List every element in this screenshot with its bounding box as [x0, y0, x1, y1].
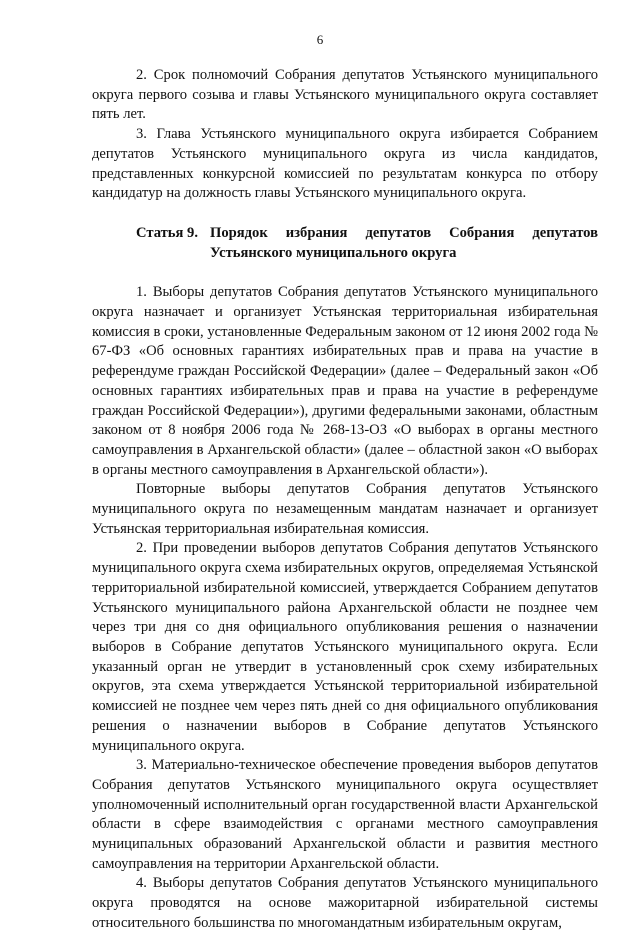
article-title: Порядок избрания депутатов Собрания депутатов Устьянского муниципального округа	[210, 224, 598, 261]
paragraph-technical-support: 3. Материально-техническое обеспечение проведения выборов депутатов Собрания депутатов Устьянского муниципального округа осуществляет уполномоченный исполнительный орган государственной власти Архангельской области в сфере взаимодействия с органами местного самоуправления муниципальных образований Архангельской области и развития местного самоуправления на территории Архангельской области.	[92, 757, 598, 872]
document-body	[92, 66, 598, 934]
paragraph-elections-appointment: 1. Выборы депутатов Собрания депутатов Устьянского муниципального округа назначает и организует Устьянская территориальная избирательная комиссия в сроки, установленные Федеральным законом от 12 июня 2002 года № 67-ФЗ «Об основных гарантиях избирательных прав и права на участие в референдуме граждан Российской Федерации» (далее – Федеральный закон «Об основных гарантиях избирательных прав и права на участие в референдуме граждан Российской Федерации»), другими федеральными законами, областным законом от 8 ноября 2006 года № 268-13-ОЗ «О выборах в органы местного самоуправления в Архангельской области» (далее – областной закон «О выборах в органы местного самоуправления в Архангельской области»).	[92, 284, 598, 478]
article-number: Статья 9.	[136, 224, 198, 241]
page-number: 6	[316, 32, 324, 47]
paragraph-head-election: 3. Глава Устьянского муниципального округа избирается Собранием депутатов Устьянского муниципального округа из числа кандидатов, представленных конкурсной комиссией по результатам конкурса по отбору кандидатур на должность главы Устьянского муниципального округа.	[92, 126, 598, 202]
paragraph-electoral-system: 4. Выборы депутатов Собрания депутатов Устьянского муниципального округа проводятся на основе мажоритарной избирательной системы относительного большинства по многомандатным избирательным округам,	[92, 875, 598, 931]
paragraph-repeat-elections: Повторные выборы депутатов Собрания депутатов Устьянского муниципального округа по незамещенным мандатам назначает и организует Устьянская территориальная избирательная комиссия.	[92, 481, 598, 537]
article-heading	[92, 224, 598, 263]
paragraph-district-scheme: 2. При проведении выборов депутатов Собрания депутатов Устьянского муниципального округа схема избирательных округов, определяемая Устьянской территориальной избирательной комиссией, утверждается Собранием депутатов Устьянского муниципального района Архангельской области не позднее чем через три дня со дня официального опубликования решения о назначении выборов в Собрание депутатов Устьянского муниципального округа. Если указанный орган не утвердит в установленный срок схему избирательных округов, эта схема утверждается Устьянской территориальной избирательной комиссией не позднее чем через пять дней со дня официального опубликования решения о назначении выборов в Собрание депутатов Устьянского муниципального округа.	[92, 540, 598, 754]
paragraph-term-of-office: 2. Срок полномочий Собрания депутатов Устьянского муниципального округа первого созыва и главы Устьянского муниципального округа составляет пять лет.	[92, 67, 598, 123]
